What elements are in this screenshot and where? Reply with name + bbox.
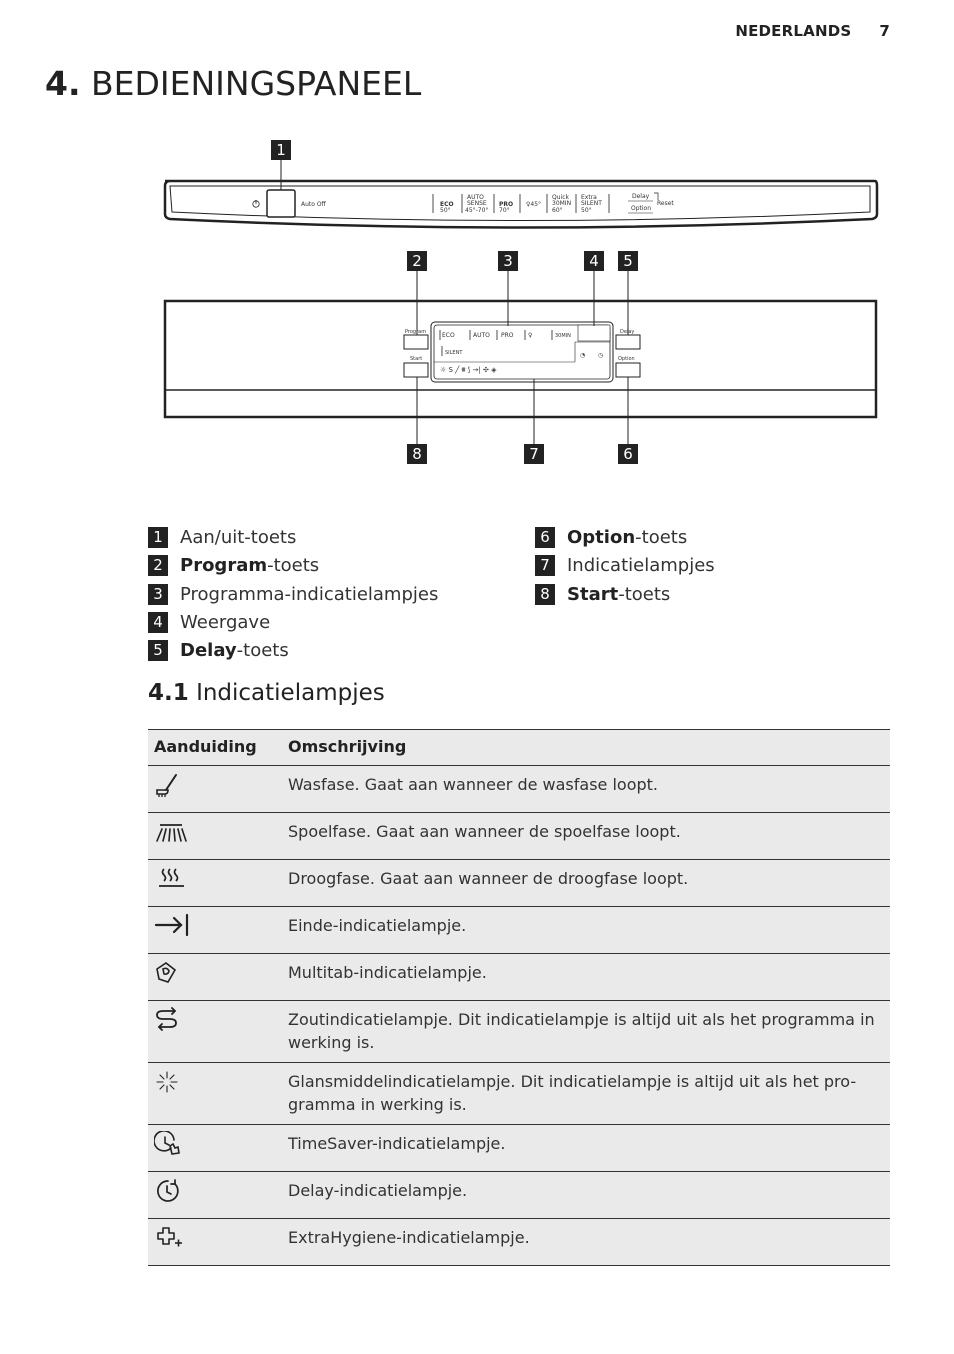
table-row: ExtraHygiene-indicatielampje.: [148, 1219, 890, 1266]
legend-item: 4 Weergave: [148, 612, 270, 633]
svg-text:70°: 70°: [499, 207, 510, 214]
legend-item: 8 Start-toets: [535, 584, 670, 605]
svg-text:♀: ♀: [528, 332, 533, 339]
rinse-phase-icon: [154, 819, 188, 845]
callout-3: 3: [503, 252, 513, 270]
svg-text:Extra: Extra: [581, 194, 597, 201]
svg-text:AUTO: AUTO: [473, 332, 490, 339]
table-row: Droogfase. Gaat aan wanneer de droogfase loopt.: [148, 860, 890, 907]
svg-text:Option: Option: [618, 356, 635, 362]
callout-4: 4: [589, 252, 599, 270]
svg-text:PRO: PRO: [499, 201, 514, 208]
svg-text:SILENT: SILENT: [581, 200, 602, 207]
callout-7: 7: [529, 445, 539, 463]
column-header: Aanduiding: [148, 730, 276, 766]
legend-item: 3 Programma-indicatielampjes: [148, 584, 438, 605]
svg-text:SILENT: SILENT: [445, 350, 463, 356]
table-row: Glansmiddelindicatielampje. Dit indicatielampje is altijd uit als het pro-gramma in werking is.: [148, 1063, 890, 1125]
column-header: Omschrijving: [276, 730, 890, 766]
svg-text:Delay: Delay: [620, 329, 635, 335]
svg-text:PRO: PRO: [501, 332, 514, 339]
callout-1: 1: [276, 141, 286, 159]
svg-text:30MIN: 30MIN: [552, 200, 572, 207]
timesaver-icon: [154, 1131, 182, 1157]
delay-icon: [154, 1178, 182, 1204]
table-row: Wasfase. Gaat aan wanneer de wasfase loopt.: [148, 766, 890, 813]
svg-text:◔: ◔: [580, 352, 586, 359]
legend-item: 1 Aan/uit-toets: [148, 527, 296, 548]
multitab-icon: [154, 960, 180, 986]
svg-text:Program: Program: [405, 329, 427, 335]
table-row: Zoutindicatielampje. Dit indicatielampje is altijd uit als het programma in werking is.: [148, 1001, 890, 1063]
svg-text:50°: 50°: [581, 207, 592, 214]
table-row: Spoelfase. Gaat aan wanneer de spoelfase loopt.: [148, 813, 890, 860]
section-title-text: Indicatielampjes: [196, 680, 385, 706]
svg-text:Delay: Delay: [632, 193, 650, 200]
table-row: Delay-indicatielampje.: [148, 1172, 890, 1219]
power-button: [267, 190, 295, 217]
table-row: TimeSaver-indicatielampje.: [148, 1125, 890, 1172]
control-panel-diagram: [0, 0, 954, 500]
callout-6: 6: [623, 445, 633, 463]
svg-text:60°: 60°: [552, 207, 563, 214]
drying-phase-icon: [154, 866, 188, 892]
table-header-row: [148, 730, 890, 766]
svg-text:30MIN: 30MIN: [555, 333, 571, 339]
extrahygiene-icon: [154, 1225, 184, 1251]
svg-text:☼ S ╱ ⩩ ⟆ →|: ☼ S ╱ ⩩ ⟆ →| ✣ ◈: [440, 366, 497, 374]
top-panel: [165, 181, 877, 228]
section-title: [148, 680, 385, 706]
svg-text:50°: 50°: [440, 207, 451, 214]
svg-text:AUTO: AUTO: [467, 194, 484, 201]
svg-text:ECO: ECO: [440, 201, 454, 208]
svg-text:45°-70°: 45°-70°: [465, 207, 489, 214]
section-number: 4.1: [148, 680, 189, 706]
svg-text:Quick: Quick: [552, 194, 569, 201]
lower-panel: [165, 301, 876, 417]
wash-phase-icon: [154, 772, 182, 798]
chapter-title-text: BEDIENINGSPANEEL: [91, 64, 422, 103]
legend-item: 5 Delay-toets: [148, 640, 289, 661]
table-row: Einde-indicatielampje.: [148, 907, 890, 954]
table-row: Multitab-indicatielampje.: [148, 954, 890, 1001]
header-language: NEDERLANDS: [735, 22, 852, 40]
legend-item: 6 Option-toets: [535, 527, 687, 548]
end-icon: [154, 913, 190, 937]
callout-5: 5: [623, 252, 633, 270]
page-number: 7: [879, 22, 890, 40]
salt-icon: [154, 1007, 182, 1033]
svg-text:SENSE: SENSE: [467, 200, 487, 207]
svg-text:ECO: ECO: [442, 332, 455, 339]
svg-text:♀45°: ♀45°: [526, 201, 542, 208]
callout-8: 8: [412, 445, 422, 463]
svg-text:Reset: Reset: [657, 200, 674, 207]
svg-text:◷: ◷: [598, 352, 604, 359]
auto-off-label: Auto Off: [301, 201, 326, 208]
indicator-table: [148, 729, 890, 1266]
svg-text:Start: Start: [410, 356, 423, 362]
legend-item: 7 Indicatielampjes: [535, 555, 715, 576]
chapter-number: 4.: [45, 64, 81, 103]
rinse-aid-icon: [154, 1069, 180, 1095]
legend-item: 2 Program-toets: [148, 555, 319, 576]
callout-2: 2: [412, 252, 422, 270]
svg-text:Option: Option: [631, 205, 652, 212]
